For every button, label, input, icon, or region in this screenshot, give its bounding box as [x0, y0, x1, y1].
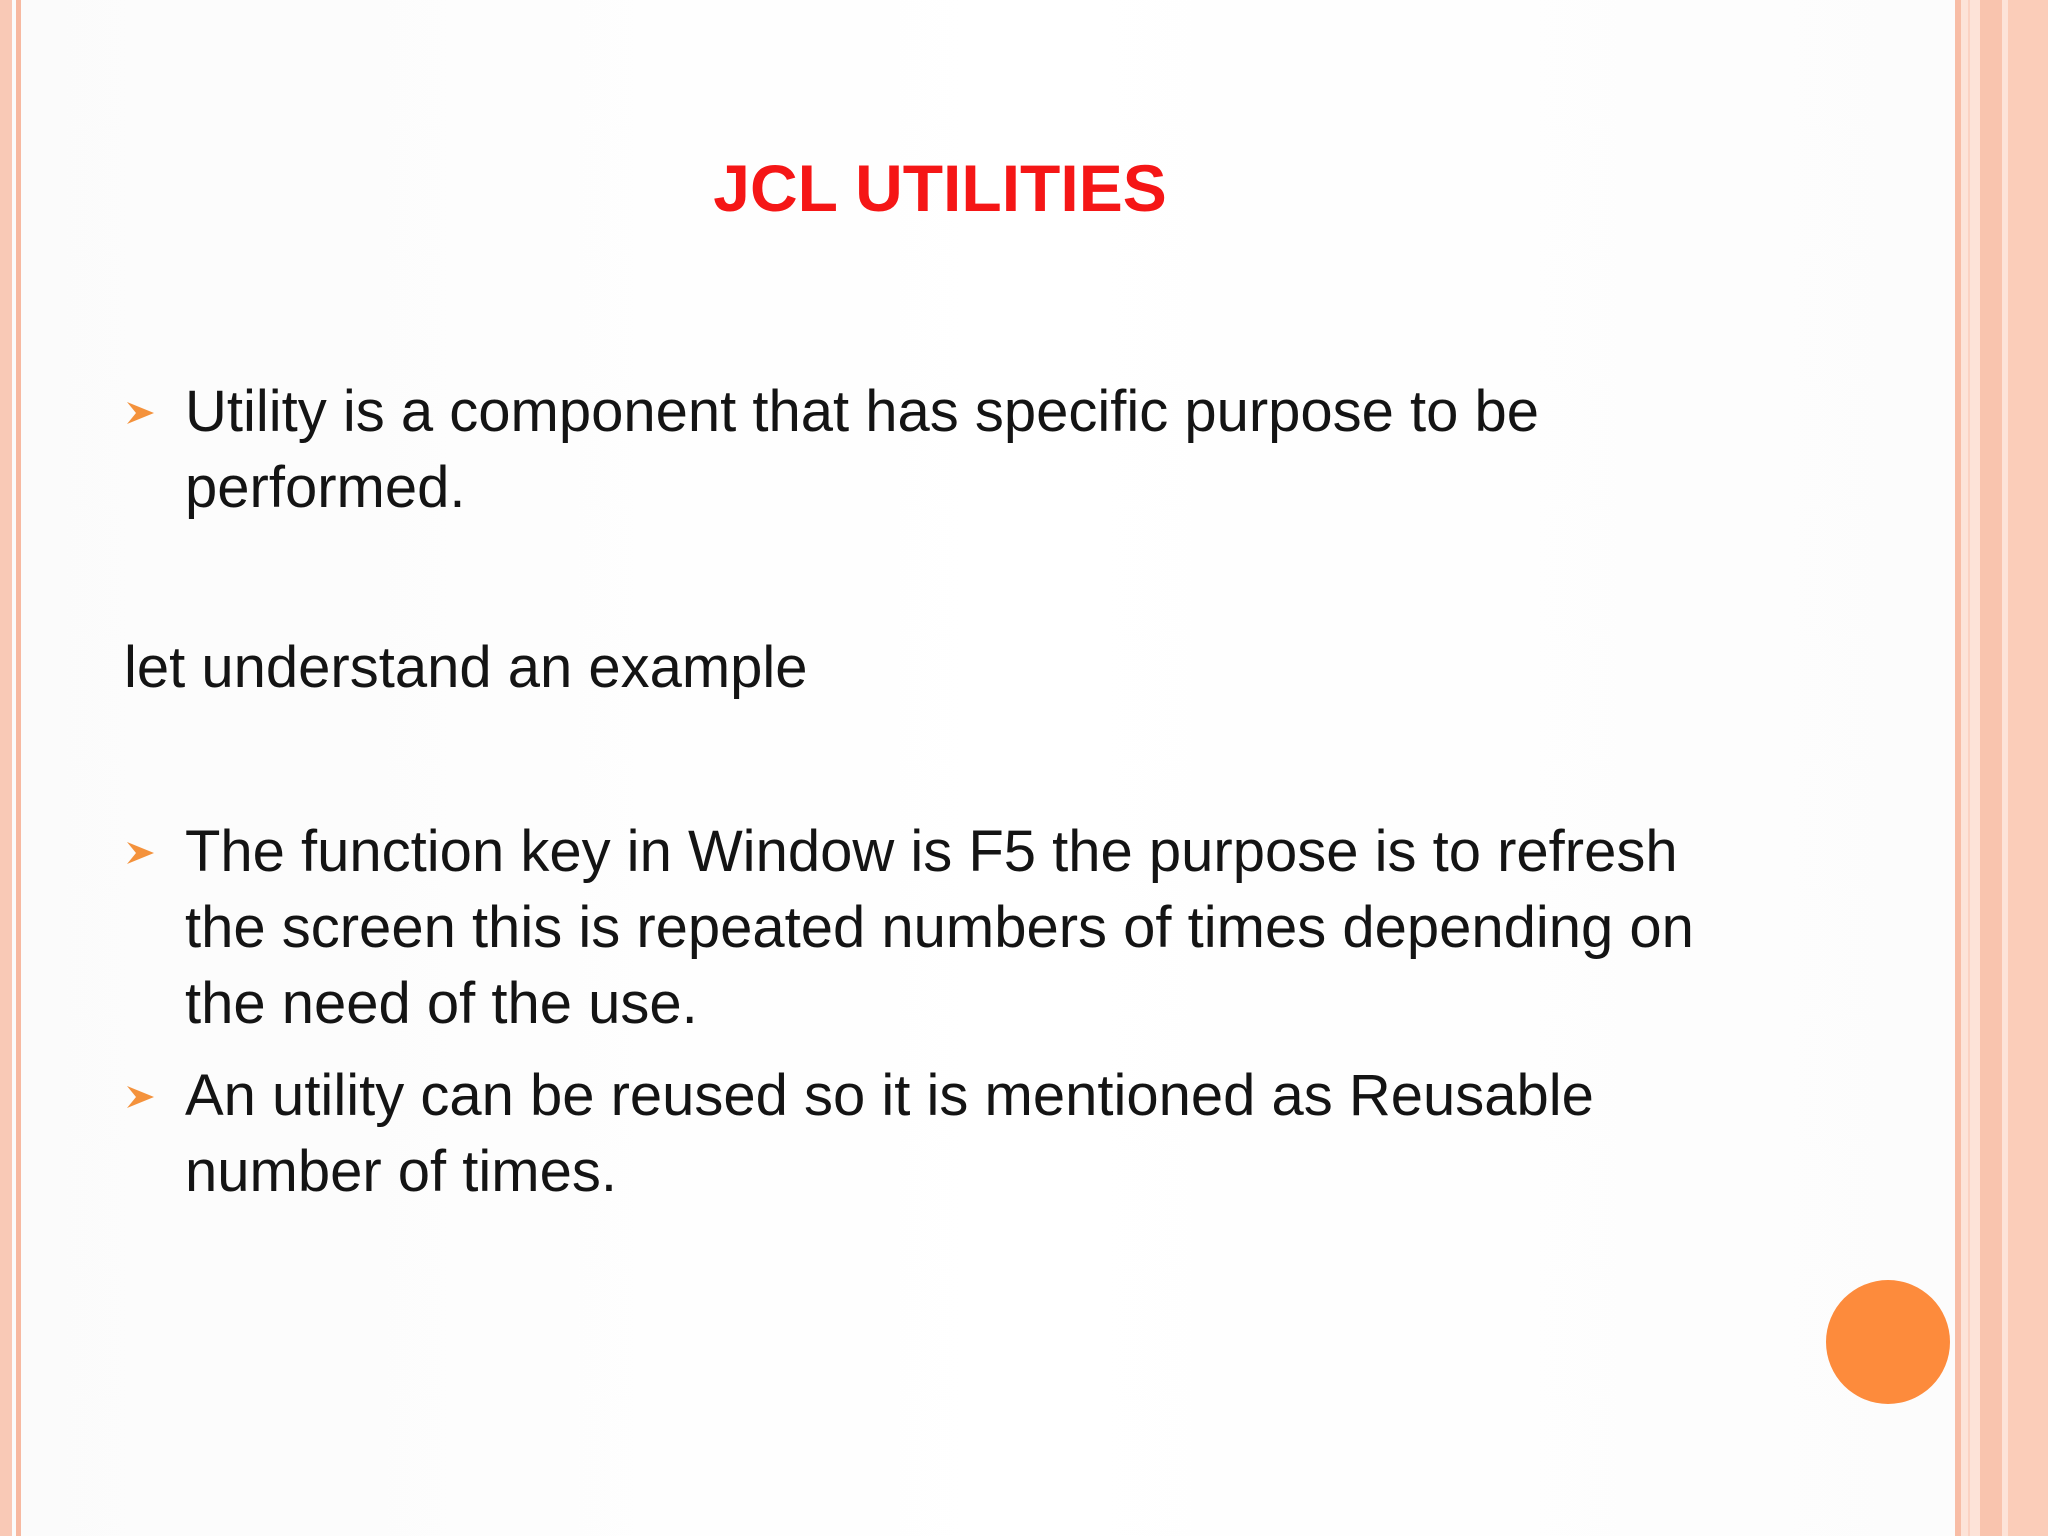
right-border-stripe: [1968, 0, 1970, 1536]
right-border-stripe: [1955, 0, 1961, 1536]
left-border-stripe-inner: [16, 0, 21, 1536]
left-border-stripe: [0, 0, 12, 1536]
right-border-stripe: [2008, 0, 2048, 1536]
bullet-item: [124, 374, 1764, 526]
bullet-text: Utility is a component that has specific purpose to be performed.: [185, 379, 1540, 520]
slide-title: JCL UTILITIES: [713, 151, 1167, 225]
bullet-text: The function key in Window is F5 the purpose is to refresh the screen this is repeated numbers of times depending on the need of the use.: [185, 819, 1694, 1036]
bullet-item: [124, 1058, 1764, 1210]
body-text: let understand an example: [124, 635, 808, 700]
bullet-text: An utility can be reused so it is mentioned as Reusable number of times.: [185, 1063, 1594, 1204]
bullet-item: [124, 814, 1764, 1042]
arrowhead-bullet-icon: [124, 836, 158, 870]
arrowhead-bullet-icon: [124, 396, 158, 430]
arrowhead-bullet-icon: [124, 1080, 158, 1114]
right-border-stripe: [1980, 0, 2002, 1536]
accent-circle: [1826, 1280, 1950, 1404]
